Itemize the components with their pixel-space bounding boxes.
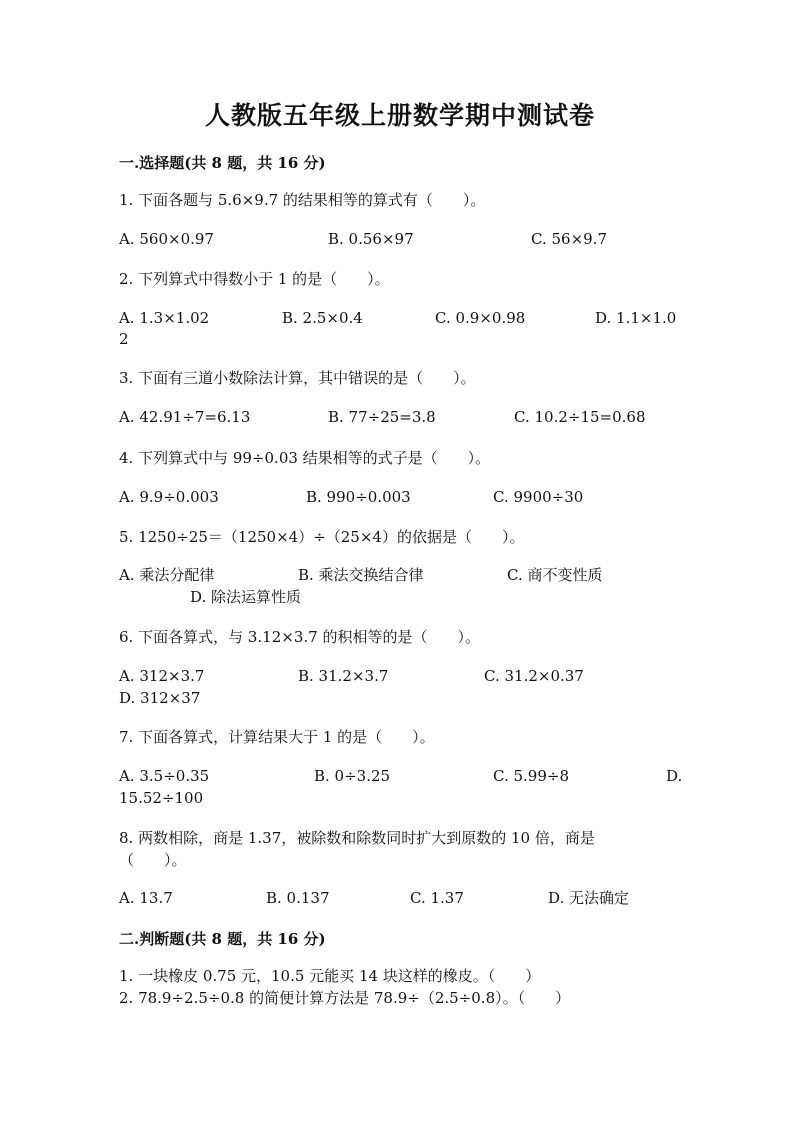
question-7-option-c: C. 5.99÷8 xyxy=(493,767,569,785)
question-8-option-a: A. 13.7 xyxy=(119,889,173,907)
question-2-stem: 2. 下列算式中得数小于 1 的是（ ）。 xyxy=(119,270,390,288)
question-8-stem: 8. 两数相除，商是 1.37，被除数和除数同时扩大到原数的 10 倍，商是 xyxy=(119,829,595,847)
question-1-option-c: C. 56×9.7 xyxy=(531,230,607,248)
question-5-option-c: C. 商不变性质 xyxy=(507,566,603,584)
question-3-option-b: B. 77÷25=3.8 xyxy=(328,408,436,426)
question-8-option-d: D. 无法确定 xyxy=(548,889,630,907)
question-2-option-d-wrap: 2 xyxy=(119,330,129,348)
question-6-option-b: B. 31.2×3.7 xyxy=(298,667,389,685)
question-6-option-c: C. 31.2×0.37 xyxy=(484,667,584,685)
question-1-option-a: A. 560×0.97 xyxy=(119,230,214,248)
question-2-option-a: A. 1.3×1.02 xyxy=(119,309,210,327)
question-7-option-d-wrap: 15.52÷100 xyxy=(119,789,204,807)
section-heading-choice: 一.选择题(共 8 题，共 16 分) xyxy=(119,154,326,172)
question-1-stem: 1. 下面各题与 5.6×9.7 的结果相等的算式有（ ）。 xyxy=(119,191,486,209)
question-5-option-a: A. 乘法分配律 xyxy=(119,566,215,584)
question-3-option-a: A. 42.91÷7=6.13 xyxy=(119,408,251,426)
question-2-option-d: D. 1.1×1.0 xyxy=(595,309,677,327)
question-5-stem: 5. 1250÷25＝（1250×4）÷（25×4）的依据是（ ）。 xyxy=(119,528,525,546)
question-7-option-d: D. xyxy=(666,767,683,785)
exam-title: 人教版五年级上册数学期中测试卷 xyxy=(204,101,595,130)
question-6-stem: 6. 下面各算式，与 3.12×3.7 的积相等的是（ ）。 xyxy=(119,628,480,646)
question-8-stem-continued: （ ）。 xyxy=(119,851,187,869)
question-4-option-b: B. 990÷0.003 xyxy=(306,488,411,506)
question-8-option-b: B. 0.137 xyxy=(266,889,330,907)
question-6-option-a: A. 312×3.7 xyxy=(119,667,205,685)
question-4-option-c: C. 9900÷30 xyxy=(493,488,584,506)
question-5-option-b: B. 乘法交换结合律 xyxy=(298,566,424,584)
question-2-option-b: B. 2.5×0.4 xyxy=(282,309,363,327)
question-3-stem: 3. 下面有三道小数除法计算，其中错误的是（ ）。 xyxy=(119,369,476,387)
question-3-option-c: C. 10.2÷15=0.68 xyxy=(514,408,646,426)
judgement-item-1: 1. 一块橡皮 0.75 元，10.5 元能买 14 块这样的橡皮。（ ） xyxy=(119,967,541,985)
question-4-stem: 4. 下列算式中与 99÷0.03 结果相等的式子是（ ）。 xyxy=(119,449,491,467)
question-8-option-c: C. 1.37 xyxy=(410,889,464,907)
judgement-item-2: 2. 78.9÷2.5÷0.8 的简便计算方法是 78.9÷（2.5÷0.8）。（ ） xyxy=(119,989,571,1007)
question-2-option-c: C. 0.9×0.98 xyxy=(435,309,526,327)
section-heading-judgement: 二.判断题(共 8 题，共 16 分) xyxy=(119,930,326,948)
question-5-option-d: D. 除法运算性质 xyxy=(190,588,302,606)
question-7-option-a: A. 3.5÷0.35 xyxy=(119,767,210,785)
question-7-option-b: B. 0÷3.25 xyxy=(314,767,391,785)
question-1-option-b: B. 0.56×97 xyxy=(328,230,414,248)
question-6-option-d: D. 312×37 xyxy=(119,689,201,707)
question-7-stem: 7. 下面各算式，计算结果大于 1 的是（ ）。 xyxy=(119,728,435,746)
question-4-option-a: A. 9.9÷0.003 xyxy=(119,488,219,506)
